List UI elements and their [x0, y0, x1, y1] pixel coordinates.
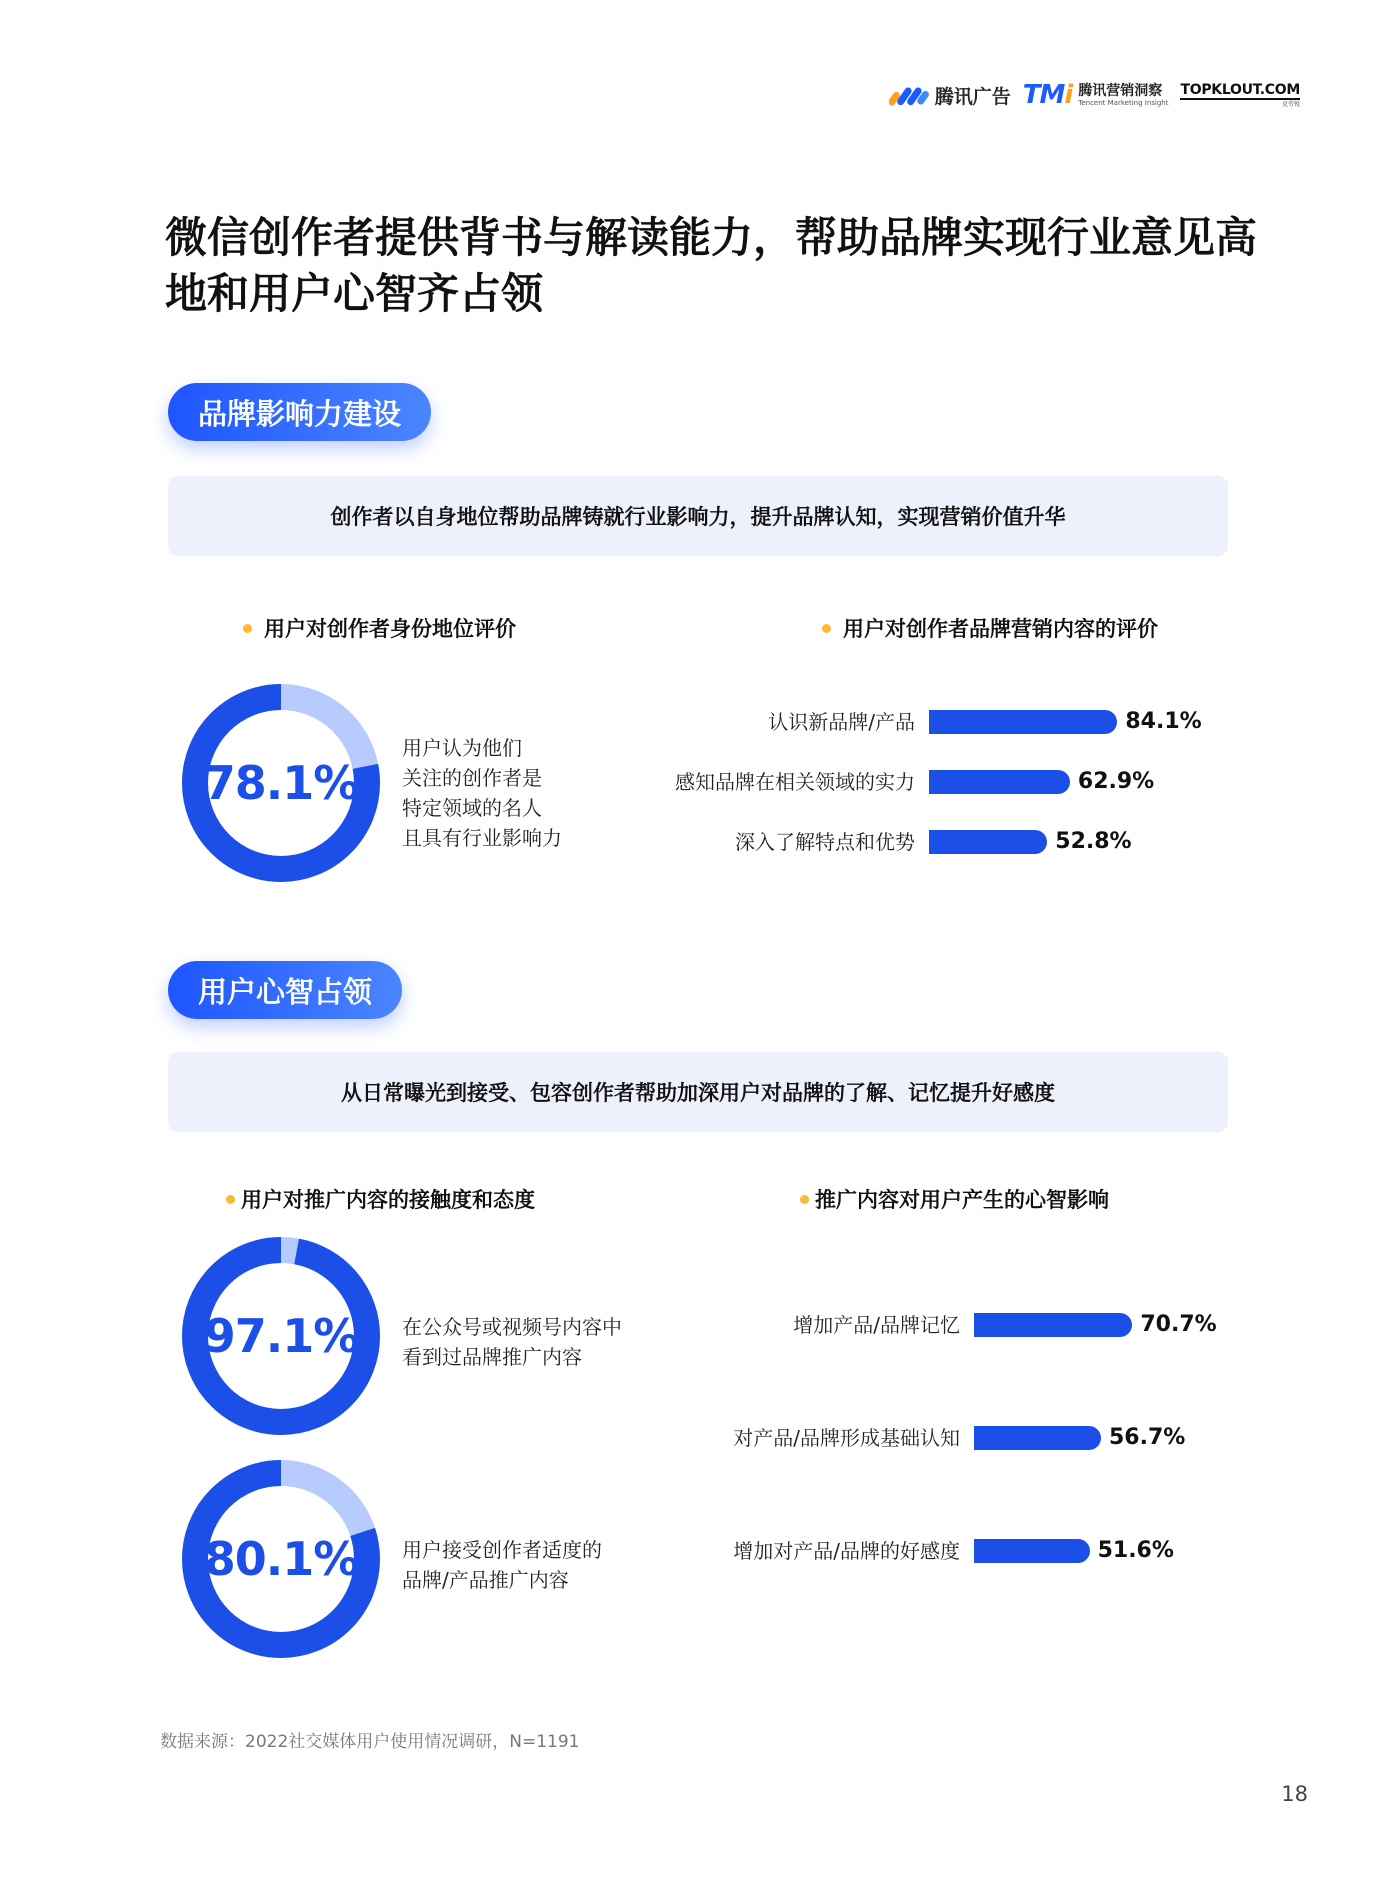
- donut-description-line: 在公众号或视频号内容中: [402, 1315, 622, 1339]
- header-logos: [889, 80, 1300, 110]
- section1-right-subtitle: [822, 613, 1158, 643]
- page-title: 微信创作者提供背书与解读能力，帮助品牌实现行业意见高地和用户心智齐占领: [165, 213, 1258, 318]
- tmi-logo-en: Tencent Marketing Insight: [1078, 98, 1169, 107]
- donut-chart-creator-status: [181, 683, 381, 883]
- tmi-logo-cn: 腾讯营销洞察: [1078, 82, 1163, 99]
- topklout-logo: [1180, 83, 1300, 108]
- topklout-logo-text: TOPKLOUT.COM: [1180, 81, 1300, 98]
- mind-impact-category-label: 对产品/品牌形成基础认知: [733, 1426, 960, 1450]
- marketing-content-category-label: 认识新品牌/产品: [768, 710, 915, 734]
- donut-description-line: 品牌/产品推广内容: [402, 1568, 569, 1592]
- donut-description-line: 用户接受创作者适度的: [402, 1538, 602, 1562]
- section-pill-brand-influence: 品牌影响力建设: [168, 383, 431, 441]
- marketing-content-value-label: 52.8%: [1055, 829, 1132, 854]
- section2-right-subtitle: [800, 1184, 1109, 1214]
- marketing-content-value-label: 84.1%: [1125, 709, 1202, 734]
- tmi-logo-mark-i: i: [1064, 80, 1073, 110]
- tencent-ads-logo-icon: [889, 83, 929, 107]
- bullet-dot: [243, 624, 252, 633]
- section1-right-subtitle-text: 用户对创作者品牌营销内容的评价: [843, 617, 1158, 641]
- marketing-content-bar: [929, 710, 1117, 734]
- section1-banner: 创作者以自身地位帮助品牌铸就行业影响力，提升品牌认知，实现营销价值升华: [168, 476, 1228, 556]
- marketing-content-category-label: 感知品牌在相关领域的实力: [675, 770, 915, 794]
- donut-chart-accept-promotion: [181, 1459, 381, 1659]
- section2-banner: 从日常曝光到接受、包容创作者帮助加深用户对品牌的了解、记忆提升好感度: [168, 1052, 1228, 1132]
- marketing-content-bar: [929, 830, 1047, 854]
- tmi-logo: [1023, 80, 1169, 110]
- mind-impact-value-label: 56.7%: [1109, 1425, 1186, 1450]
- donut-description-line: 特定领域的名人: [402, 796, 542, 820]
- donut-value-label: 78.1%: [203, 756, 359, 810]
- donut-description-line: 看到过品牌推广内容: [402, 1345, 582, 1369]
- bullet-dot: [226, 1195, 235, 1204]
- tencent-ads-logo-text: 腾讯广告: [934, 85, 1011, 108]
- mind-impact-value-label: 51.6%: [1097, 1538, 1174, 1563]
- topklout-logo-sub: 克劳锐: [1281, 100, 1300, 108]
- section1-left-subtitle: [243, 613, 516, 643]
- mind-impact-value-label: 70.7%: [1140, 1312, 1217, 1337]
- mind-impact-bar: [974, 1426, 1101, 1450]
- marketing-content-bar: [929, 770, 1070, 794]
- donut-value-label: 97.1%: [203, 1309, 359, 1363]
- marketing-content-value-label: 62.9%: [1077, 769, 1155, 794]
- donut-value-label: 80.1%: [203, 1532, 359, 1586]
- section2-right-subtitle-text: 推广内容对用户产生的心智影响: [815, 1188, 1109, 1212]
- tmi-logo-mark: [1023, 80, 1073, 110]
- bullet-dot: [822, 624, 831, 633]
- donut-description-seen-promotion: [402, 1312, 622, 1372]
- page-number: 18: [1281, 1782, 1308, 1806]
- marketing-content-category-label: 深入了解特点和优势: [735, 830, 915, 854]
- tmi-logo-mark-tm: TM: [1022, 80, 1065, 110]
- donut-description-line: 且具有行业影响力: [402, 826, 562, 850]
- mind-impact-category-label: 增加产品/品牌记忆: [793, 1313, 960, 1337]
- donut-chart-seen-promotion: [181, 1236, 381, 1436]
- donut-description-creator-status: [402, 733, 562, 853]
- data-source-note: 数据来源：2022社交媒体用户使用情况调研，N=1191: [160, 1732, 580, 1752]
- donut-description-accept-promotion: [402, 1535, 602, 1595]
- tencent-ads-logo: [889, 82, 1011, 109]
- bullet-dot: [800, 1195, 809, 1204]
- donut-description-line: 用户认为他们: [402, 736, 522, 760]
- tmi-logo-words: [1078, 84, 1168, 107]
- section1-left-subtitle-text: 用户对创作者身份地位评价: [264, 617, 516, 641]
- section-pill-user-mindshare: 用户心智占领: [168, 961, 402, 1019]
- mind-impact-bar: [974, 1539, 1090, 1563]
- mind-impact-category-label: 增加对产品/品牌的好感度: [733, 1539, 960, 1563]
- section2-left-subtitle-text: 用户对推广内容的接触度和态度: [241, 1188, 535, 1212]
- donut-description-line: 关注的创作者是: [402, 766, 542, 790]
- mind-impact-bar: [974, 1313, 1132, 1337]
- section2-left-subtitle: [226, 1184, 535, 1214]
